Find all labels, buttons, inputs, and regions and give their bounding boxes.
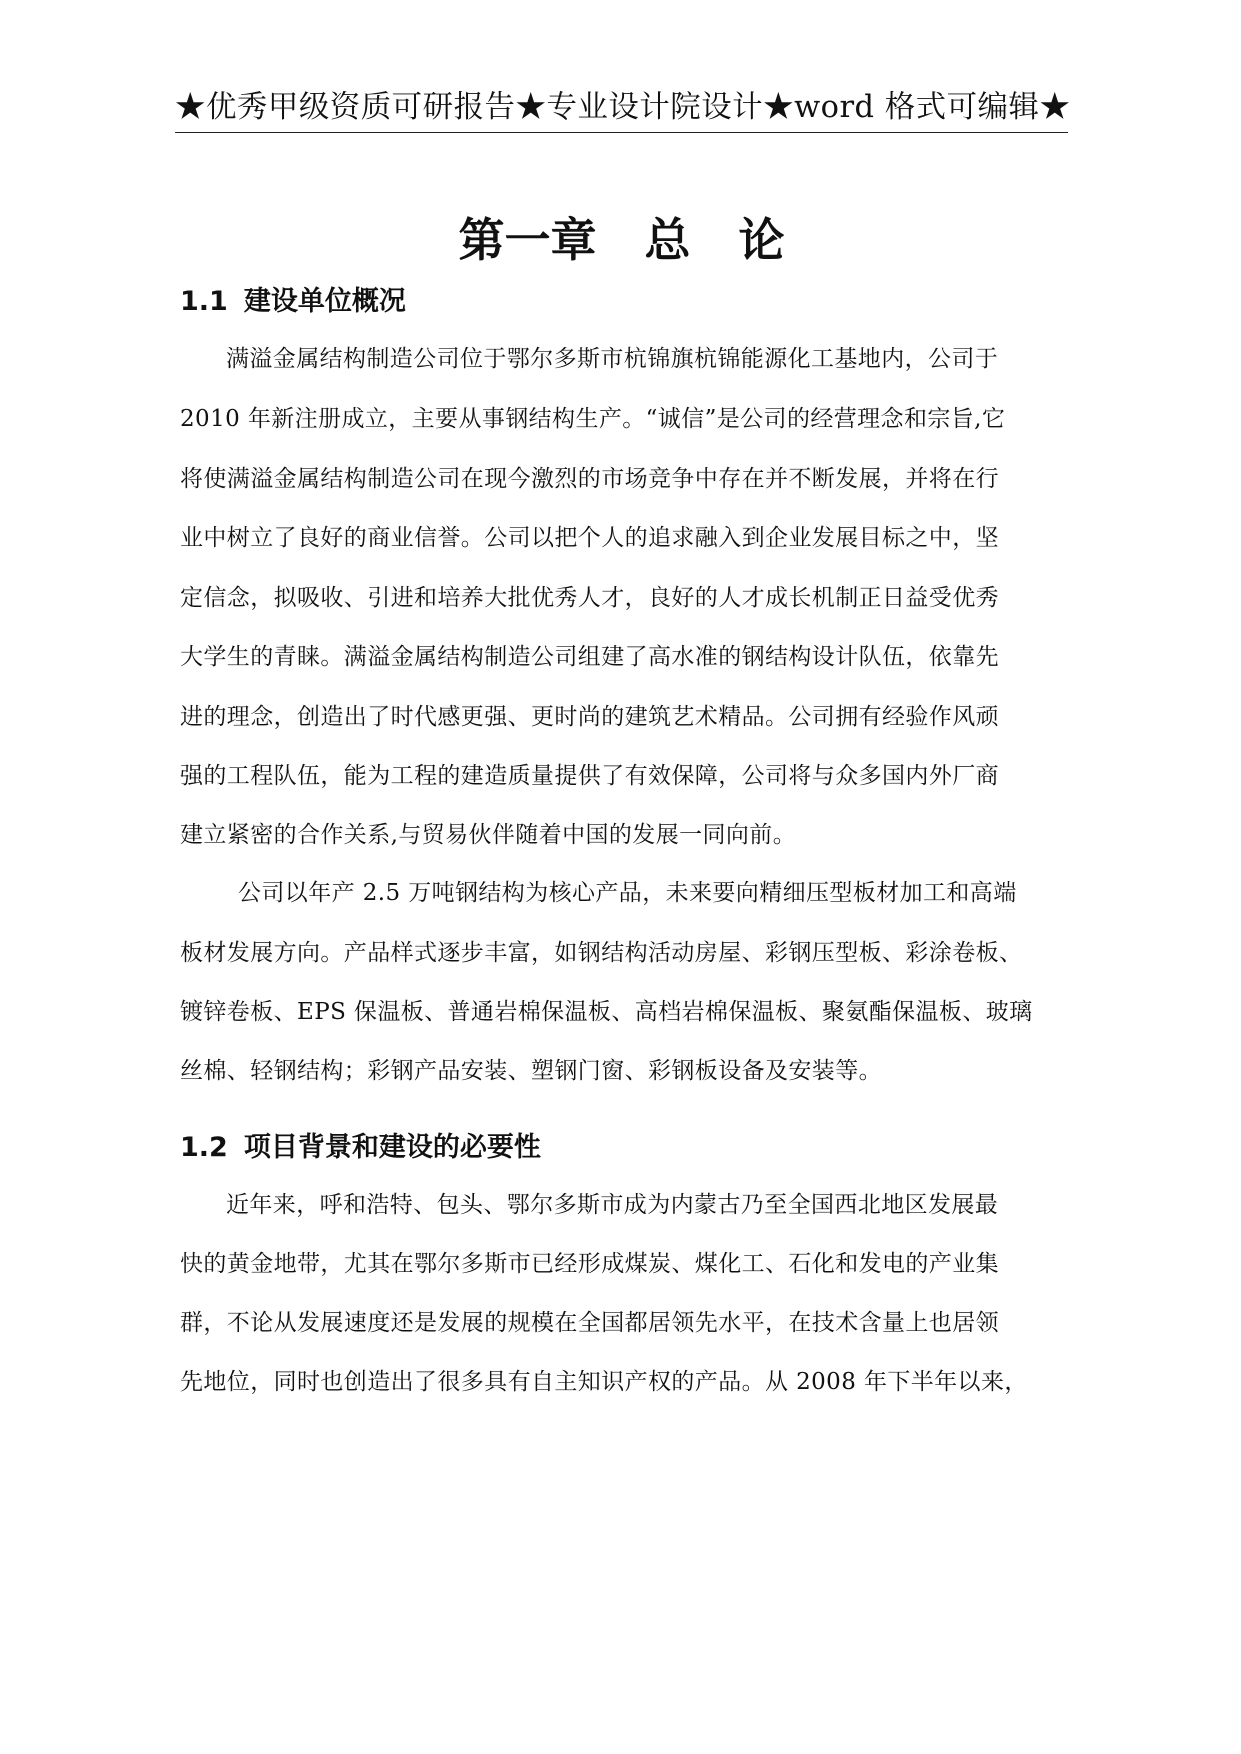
paragraph-line: 快的黄金地带，尤其在鄂尔多斯市已经形成煤炭、煤化工、石化和发电的产业集 [180, 1251, 999, 1277]
chapter-title-part2: 总 [644, 213, 691, 267]
section-number: 1.2 [180, 1132, 228, 1163]
section-title: 建设单位概况 [243, 286, 406, 317]
chapter-title-part1: 第一章 [458, 213, 597, 267]
paragraph-line: 板材发展方向。产品样式逐步丰富，如钢结构活动房屋、彩钢压型板、彩涂卷板、 [180, 940, 1023, 966]
paragraph-line: 将使满溢金属结构制造公司在现今激烈的市场竞争中存在并不断发展，并将在行 [180, 466, 999, 492]
paragraph-line: 强的工程队伍，能为工程的建造质量提供了有效保障，公司将与众多国内外厂商 [180, 763, 999, 789]
paragraph-line: 丝棉、轻钢结构；彩钢产品安装、塑钢门窗、彩钢板设备及安装等。 [180, 1058, 882, 1084]
paragraph-line: 镀锌卷板、EPS 保温板、普通岩棉保温板、高档岩棉保温板、聚氨酯保温板、玻璃 [180, 999, 1033, 1025]
chapter-title [175, 210, 1068, 270]
section-heading-1-2 [180, 1130, 541, 1166]
paragraph-line: 大学生的青睐。满溢金属结构制造公司组建了高水准的钢结构设计队伍，依靠先 [180, 644, 999, 670]
header-banner: ★优秀甲级资质可研报告★专业设计院设计★word 格式可编辑★ [175, 90, 1071, 125]
header-rule [175, 132, 1068, 133]
paragraph-line: 先地位，同时也创造出了很多具有自主知识产权的产品。从 2008 年下半年以来， [180, 1369, 1028, 1395]
paragraph-line: 业中树立了良好的商业信誉。公司以把个人的追求融入到企业发展目标之中，坚 [180, 525, 999, 551]
paragraph-line: 公司以年产 2.5 万吨钢结构为核心产品，未来要向精细压型板材加工和高端 [238, 880, 1017, 906]
paragraph-line: 进的理念，创造出了时代感更强、更时尚的建筑艺术精品。公司拥有经验作风顽 [180, 704, 999, 730]
section-number: 1.1 [180, 286, 228, 317]
paragraph-line: 满溢金属结构制造公司位于鄂尔多斯市杭锦旗杭锦能源化工基地内，公司于 [226, 346, 999, 372]
paragraph-line: 定信念，拟吸收、引进和培养大批优秀人才，良好的人才成长机制正日益受优秀 [180, 585, 999, 611]
paragraph-line: 2010 年新注册成立，主要从事钢结构生产。“诚信”是公司的经营理念和宗旨,它 [180, 406, 1006, 432]
paragraph-line: 群，不论从发展速度还是发展的规模在全国都居领先水平，在技术含量上也居领 [180, 1310, 999, 1336]
section-title: 项目背景和建设的必要性 [243, 1132, 541, 1163]
paragraph-line: 建立紧密的合作关系,与贸易伙伴随着中国的发展一同向前。 [180, 822, 797, 848]
paragraph-line: 近年来，呼和浩特、包头、鄂尔多斯市成为内蒙古乃至全国西北地区发展最 [226, 1192, 999, 1218]
chapter-title-part3: 论 [738, 213, 785, 267]
section-heading-1-1 [180, 284, 406, 320]
